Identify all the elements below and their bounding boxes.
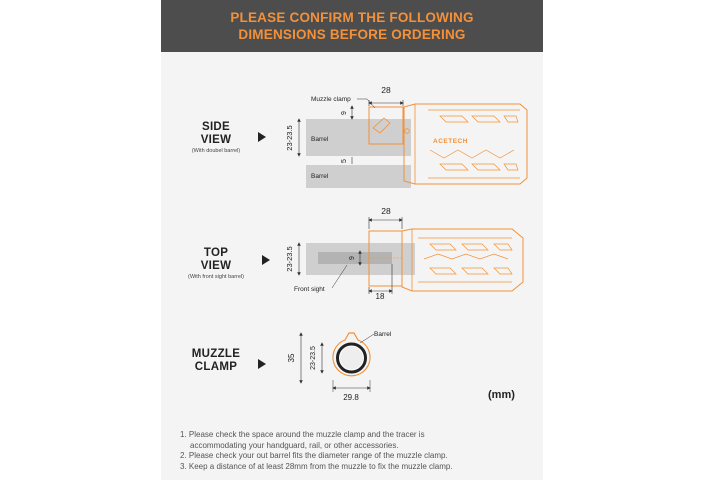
top-view-drawing (285, 206, 523, 301)
top-view-title-2: VIEW (200, 260, 232, 272)
side-muzzle-clamp-text: Muzzle clamp (311, 96, 351, 103)
side-dim-gap: 5 (341, 159, 348, 163)
note-1-continued: accommodating your handguard, rail, or other accessories. (190, 440, 399, 450)
top-front-sight-text: Front sight (294, 286, 325, 293)
side-barrel-label-2: Barrel (311, 173, 329, 180)
clamp-dim-width: 29.8 (343, 393, 359, 402)
side-view-subtitle: (With doubel barrel) (191, 148, 241, 154)
note-3: 3. Keep a distance of at least 28mm from the muzzle to fix the muzzle clamp. (180, 461, 453, 471)
side-view-title-1: SIDE (201, 121, 231, 133)
clamp-dim-outer: 35 (287, 353, 296, 363)
header-line-1: PLEASE CONFIRM THE FOLLOWING (230, 10, 474, 25)
note-2: 2. Please check your out barrel fits the diameter range of the muzzle clamp. (180, 451, 448, 461)
top-view-title-1: TOP (203, 247, 229, 259)
top-view-subtitle: (With front sight barrel) (188, 274, 244, 280)
top-dim-bottom: 18 (375, 292, 385, 301)
muzzle-clamp-title-2: CLAMP (194, 361, 238, 373)
muzzle-clamp-drawing (287, 331, 392, 402)
side-dim-top: 28 (381, 85, 391, 95)
clamp-barrel-label: Barrel (374, 331, 392, 338)
top-dim-top: 28 (381, 206, 391, 216)
clamp-dim-inner: 23-23.5 (310, 346, 317, 370)
unit-label: (mm) (488, 389, 515, 401)
side-barrel-label-1: Barrel (311, 136, 329, 143)
side-dim-clamp: 9 (341, 111, 348, 115)
side-view-title-2: VIEW (200, 134, 232, 146)
top-dim-sight: 9 (349, 256, 356, 260)
side-view-drawing (285, 85, 527, 188)
note-1: 1. Please check the space around the muzzle clamp and the tracer is (180, 430, 425, 439)
side-dim-barrel: 23-23.5 (285, 125, 294, 151)
header-line-2: DIMENSIONS BEFORE ORDERING (238, 27, 466, 42)
side-brand-text: ACETECH (433, 138, 468, 145)
notes-list (180, 430, 540, 472)
top-dim-barrel: 23-23.5 (285, 246, 294, 272)
muzzle-clamp-title-1: MUZZLE (191, 348, 241, 360)
